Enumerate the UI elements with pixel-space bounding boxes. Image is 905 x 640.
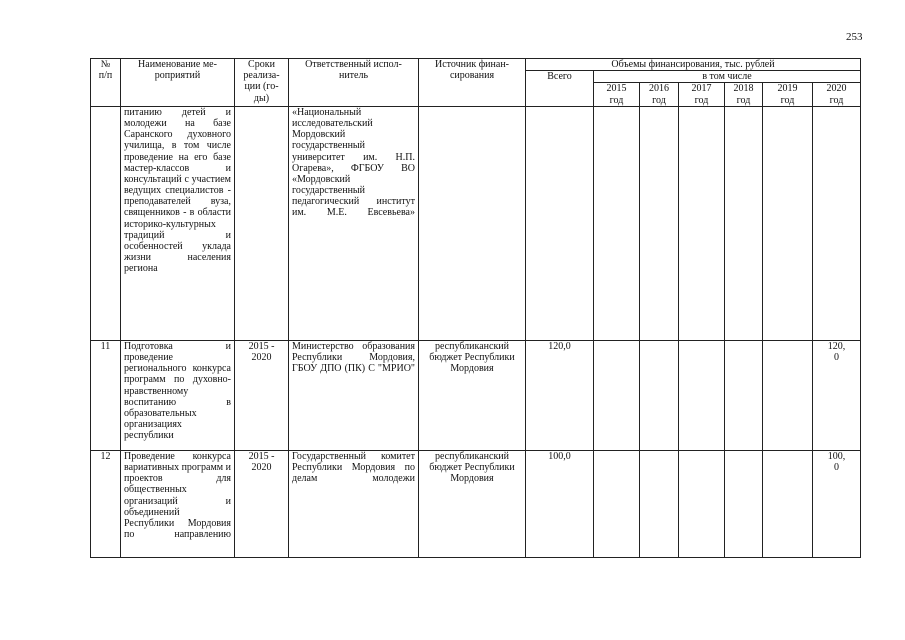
header-source: Источник финан- сирования [419,59,526,107]
header-executor: Ответственный испол- нитель [289,59,419,107]
row-terms [235,106,289,340]
row-total [526,106,594,340]
header-year-2018: 2018 год [725,83,763,106]
row-y2018 [725,450,763,557]
row-y2018 [725,340,763,450]
row-y2020: 100, 0 [813,450,861,557]
row-total: 120,0 [526,340,594,450]
row-y2019 [763,450,813,557]
funding-table [90,58,861,558]
table-row [91,106,861,340]
row-total: 100,0 [526,450,594,557]
table-row [91,340,861,450]
header-year-2020: 2020 год [813,83,861,106]
row-executor: Государственный комитет Республики Мордовия по делам молодежи [289,450,419,557]
row-source: республиканский бюджет Республики Мордовия [419,340,526,450]
row-y2016 [640,340,679,450]
row-name: Проведение конкурса вариативных программ и проектов для общественных организаций и объединений Республики Мордовия по направлению [121,450,235,557]
row-name: питанию детей и молодежи на базе Саранского духовного училища, в том числе проведение на его базе мастер-классов и консультаций с участием ведущих специалистов - преподавателей вуза, священников - в области историко-культурных традиций и особенностей уклада жизни населения региона [121,106,235,340]
header-funding: Объемы финансирования, тыс. рублей [526,59,861,71]
row-source: республиканский бюджет Республики Мордовия [419,450,526,557]
row-executor: «Национальный исследовательский Мордовский государственный университет им. Н.П. Огарева», ФГБОУ ВО «Мордовский государственный педагогический институт им. М.Е. Евсевьева» [289,106,419,340]
header-total: Всего [526,71,594,107]
row-y2020 [813,106,861,340]
row-terms: 2015 - 2020 [235,450,289,557]
row-y2017 [679,450,725,557]
row-num: 11 [91,340,121,450]
header-name: Наименование ме- роприятий [121,59,235,107]
table-row [91,450,861,557]
row-y2015 [594,106,640,340]
row-y2015 [594,340,640,450]
row-y2016 [640,106,679,340]
row-terms: 2015 - 2020 [235,340,289,450]
row-y2015 [594,450,640,557]
row-y2019 [763,340,813,450]
row-name: Подготовка и проведение регионального конкурса программ по духовно-нравственному воспитанию в образовательных организациях республики [121,340,235,450]
row-y2016 [640,450,679,557]
row-y2019 [763,106,813,340]
header-num: № п/п [91,59,121,107]
page-number: 253 [846,31,863,43]
row-num: 12 [91,450,121,557]
header-incl: в том числе [594,71,861,83]
row-executor: Министерство образования Республики Мордовия, ГБОУ ДПО (ПК) С "МРИО" [289,340,419,450]
row-y2017 [679,340,725,450]
header-year-2015: 2015 год [594,83,640,106]
header-year-2019: 2019 год [763,83,813,106]
header-year-2017: 2017 год [679,83,725,106]
row-num [91,106,121,340]
header-terms: Сроки реализа- ции (го- ды) [235,59,289,107]
row-y2018 [725,106,763,340]
row-y2020: 120, 0 [813,340,861,450]
row-source [419,106,526,340]
row-y2017 [679,106,725,340]
header-year-2016: 2016 год [640,83,679,106]
